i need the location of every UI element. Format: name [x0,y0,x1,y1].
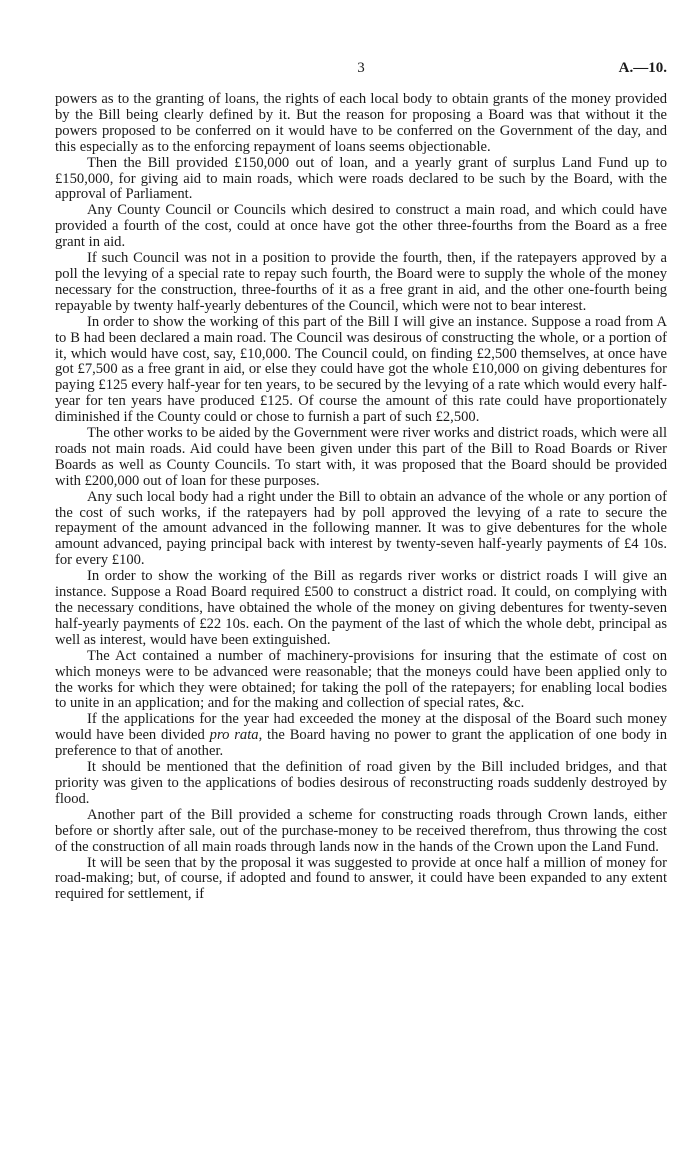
paragraph: In order to show the working of the Bill as regards river works or district roads I will give an instance. Suppose a Road Board required £500 to construct a district road. It could, on complying with the necessary conditions, have obtained the whole of the money on giving debentures for twenty-seven half-yearly payments of £22 10s. each. On the payment of the last of which the whole debt, principal as well as interest, would have been extinguished. [55,568,667,648]
paragraph: The other works to be aided by the Government were river works and district roads, which were all roads not main roads. Aid could have been given under this part of the Bill to Road Boards or River Boards as well as County Councils. To start with, it was proposed that the Board should be provided with £200,000 out of loan for these purposes. [55,425,667,489]
body-text [55,92,667,903]
paragraph: It will be seen that by the proposal it was suggested to provide at once half a million of money for road-making; but, of course, if adopted and found to answer, it could have been expanded to any extent required for settlement, if [55,854,667,903]
paper-reference: A.—10. [618,60,667,76]
paragraph: In order to show the working of this part of the Bill I will give an instance. Suppose a road from A to B had been declared a main road. The Council was desirous of constructing the whole, or a portion of it, which would have cost, say, £10,000. The Council could, on finding £2,500 themselves, at once have got £7,500 as a free grant in aid, or else they could have got the whole £10,000 on giving debentures for paying £125 every half-year for ten years, to be secured by the levying of a rate which would every half-year for ten years have produced £125. Of course the amount of this rate could have proportionately diminished if the County could or chose to furnish a part of such £2,500. [55,313,667,426]
paragraph: If such Council was not in a position to provide the fourth, then, if the ratepayers approved by a poll the levying of a special rate to repay such fourth, the Board were to supply the whole of the money necessary for the construction, three-fourths of it as a free grant in aid, and the other one-fourth being repayable by twenty half-yearly debentures of the Council, which were not to bear interest. [55,250,667,314]
italic-phrase: pro rata [209,727,259,744]
page-header [55,60,667,82]
paragraph: It should be mentioned that the definition of road given by the Bill included bridges, and that priority was given to the applications of bodies desirous of reconstructing roads suddenly destroyed by flood. [55,759,667,807]
paragraph: Another part of the Bill provided a scheme for constructing roads through Crown lands, either before or shortly after sale, out of the purchase-money to be received therefrom, thus throwing the cost of the construction of all main roads through lands now in the hands of the Crown upon the Land Fund. [55,806,667,855]
page-number: 3 [357,60,365,76]
paragraph: Any County Council or Councils which desired to construct a main road, and which could have provided a fourth of the cost, could at once have got the other three-fourths from the Board as a free grant in aid. [55,202,667,251]
paragraph: powers as to the granting of loans, the rights of each local body to obtain grants of the money provided by the Bill being clearly defined by it. But the reason for proposing a Board was that without it the powers proposed to be conferred on it would have to be conferred on the Government of the day, and this especially as to the enforcing repayment of loans seems objectionable. [55,91,667,155]
paragraph: If the applications for the year had exceeded the money at the disposal of the Board such money would have been divided pro rata, the Board having no power to grant the application of one body in preference to that of another. [55,711,667,760]
paragraph: The Act contained a number of machinery-provisions for insuring that the estimate of cost on which moneys were to be advanced were reasonable; that the moneys could have been applied only to the works for which they were obtained; for taking the poll of the ratepayers; for enabling local bodies to unite in an application; and for the making and collection of special rates, &c. [55,647,667,712]
paragraph: Then the Bill provided £150,000 out of loan, and a yearly grant of surplus Land Fund up to £150,000, for giving aid to main roads, which were roads declared to be such by the Board, with the approval of Parliament. [55,154,667,203]
paragraph: Any such local body had a right under the Bill to obtain an advance of the whole or any portion of the cost of such works, if the ratepayers had by poll approved the levying of a rate to secure the repayment of the amount advanced in the following manner. It was to give debentures for the whole amount advanced, paying principal back with interest by twenty-seven half-yearly payments of £4 10s. for every £100. [55,488,667,569]
